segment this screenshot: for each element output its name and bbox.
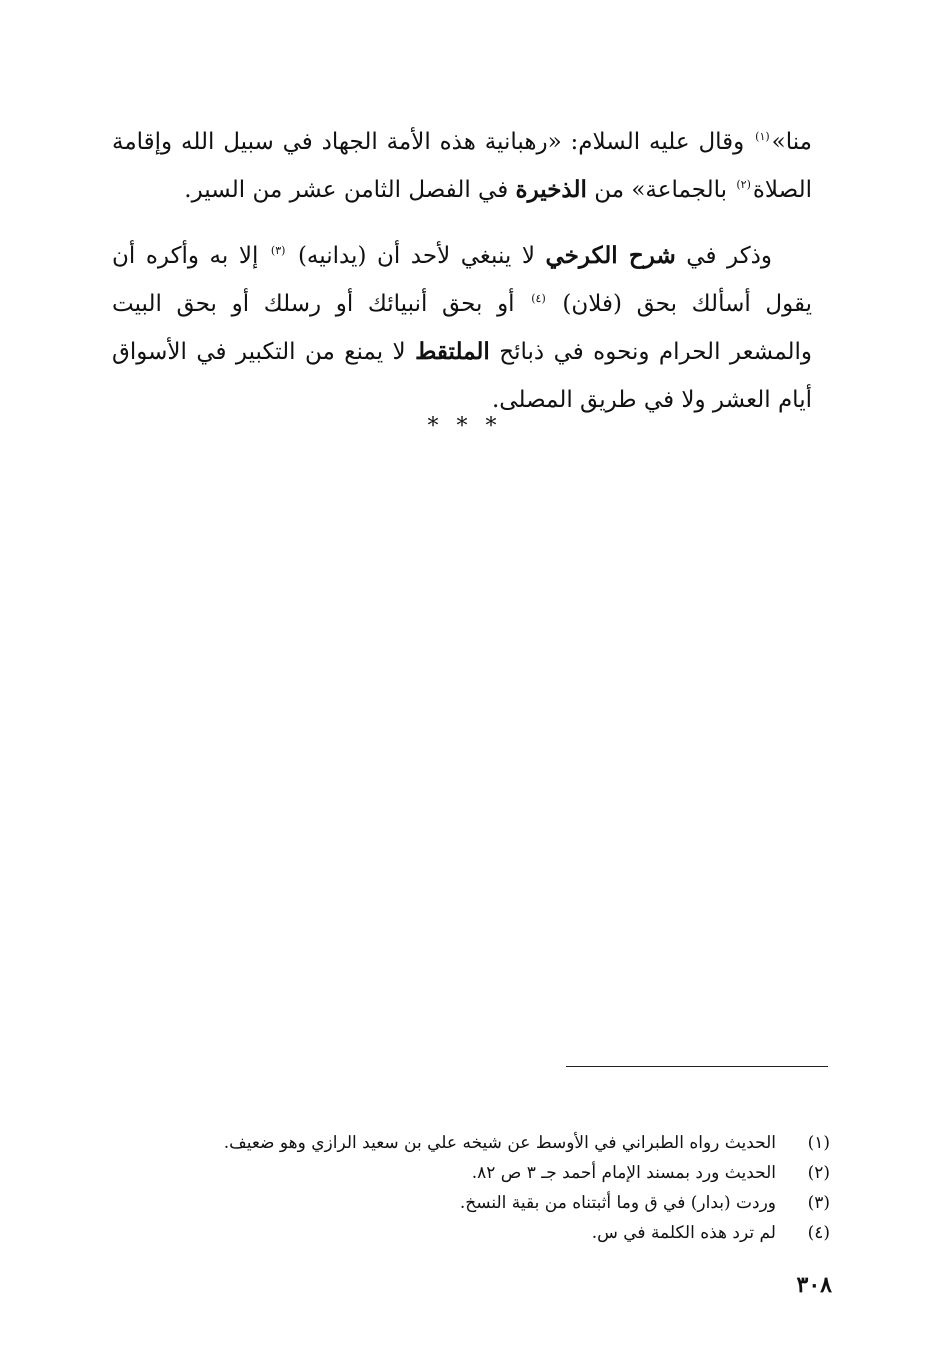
- paragraph-2-text-1: وذكر في: [675, 243, 772, 269]
- footnote-item: [180, 1188, 830, 1218]
- paragraph-1: [112, 118, 812, 214]
- footnote-text: الحديث ورد بمسند الإمام أحمد جـ ٣ ص ٨٢.: [471, 1163, 776, 1183]
- footnote-text: الحديث رواه الطبراني في الأوسط عن شيخه علي بن سعيد الرازي وهو ضعيف.: [223, 1133, 776, 1153]
- footnote-number: (٣): [807, 1193, 830, 1213]
- source-name-dhakhira: الذخيرة: [515, 176, 587, 203]
- footnote-reference-2: (٢): [736, 178, 751, 192]
- footnote-item: [180, 1218, 830, 1248]
- main-text: [112, 118, 812, 424]
- footnote-separator-line: [566, 1066, 828, 1067]
- footnote-text: لم ترد هذه الكلمة في س.: [591, 1223, 776, 1243]
- paragraph-1-text-4: في الفصل الثامن عشر من السير.: [184, 177, 516, 203]
- paragraph-2: [112, 232, 812, 424]
- footnote-item: [180, 1128, 830, 1158]
- footnote-reference-3: (٣): [270, 244, 286, 258]
- paragraph-1-text-2: وقال عليه السلام: «رهبانية هذه الأمة الجهاد في سبيل الله وإقامة الصلاة: [112, 129, 812, 203]
- footnotes-list: [180, 1128, 830, 1248]
- footnote-reference-4: (٤): [531, 292, 546, 306]
- paragraph-1-text-3: بالجماعة» من: [586, 177, 735, 203]
- paragraph-2-text-2: لا ينبغي لأحد أن (يدانيه): [287, 243, 546, 269]
- footnote-number: (٢): [807, 1163, 830, 1183]
- footnote-number: (٤): [807, 1223, 830, 1243]
- footnote-text: وردت (بدار) في ق وما أثبتناه من بقية النسخ.: [459, 1193, 776, 1213]
- footnote-number: (١): [807, 1133, 830, 1153]
- paragraph-2-text-5: لا يمنع من التكبير في الأسواق أيام العشر ولا في طريق المصلى.: [112, 339, 812, 413]
- paragraph-2-text-3: إلا به وأكره أن يقول أسألك بحق (فلان): [112, 243, 813, 317]
- footnote-item: [180, 1158, 830, 1188]
- source-name-multaqat: الملتقط: [415, 338, 490, 365]
- section-divider-stars: ***: [427, 414, 515, 439]
- paragraph-2-text-4: أو بحق أنبيائك أو رسلك أو بحق البيت والمشعر الحرام ونحوه في ذبائح: [112, 291, 812, 365]
- paragraph-1-text-1: منا»: [771, 129, 812, 155]
- page-number: ٣٠٨: [796, 1272, 832, 1298]
- footnote-reference-1: (١): [755, 130, 770, 144]
- source-name-sharh-al-karkhi: شرح الكرخي: [545, 242, 676, 269]
